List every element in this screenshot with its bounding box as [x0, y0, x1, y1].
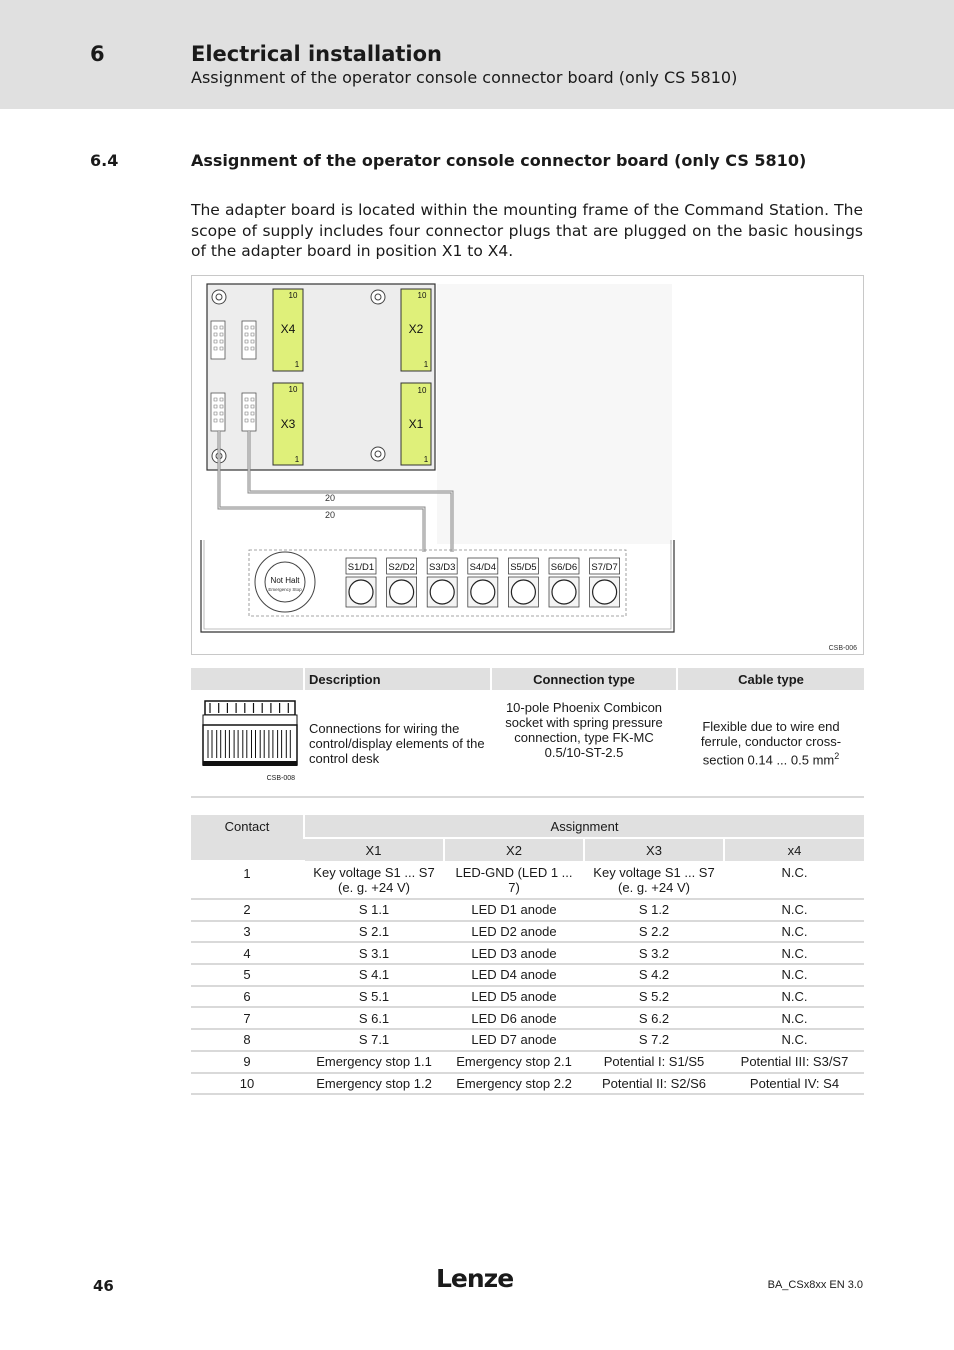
cell-x2: LED D4 anode [444, 964, 584, 986]
cell-x2: LED D2 anode [444, 921, 584, 943]
assignment-header: Assignment [304, 815, 864, 838]
cell-x3: Potential I: S1/S5 [584, 1051, 724, 1073]
cell-x1: S 5.1 [304, 986, 444, 1008]
cell-x4: N.C. [724, 964, 864, 986]
cable-type-text: Flexible due to wire end ferrule, conductor cross-section 0.14 ... 0.5 mm [700, 718, 842, 768]
connector-x3-pin-top: 10 [288, 385, 298, 394]
assignment-row [191, 1029, 864, 1051]
key-label: S6/D6 [550, 562, 578, 573]
plug-image-code: CSB-008 [266, 775, 295, 782]
connector-board-figure [191, 275, 864, 655]
contact-header: Contact [191, 815, 304, 861]
background-panel [437, 284, 672, 544]
connector-x4-label: X4 [280, 322, 296, 336]
cable-label-1: 20 [324, 493, 336, 503]
cell-x3: S 3.2 [584, 942, 724, 964]
cell-x3: Potential II: S2/S6 [584, 1073, 724, 1095]
column-x3: X3 [584, 838, 724, 861]
connection-table-header [191, 668, 864, 690]
cell-x3: S 4.2 [584, 964, 724, 986]
cell-contact: 2 [191, 899, 304, 921]
cell-x2: Emergency stop 2.2 [444, 1073, 584, 1095]
cell-contact: 8 [191, 1029, 304, 1051]
cell-contact: 6 [191, 986, 304, 1008]
cell-x4: Potential III: S3/S7 [724, 1051, 864, 1073]
document-id: BA_CSx8xx EN 3.0 [767, 1279, 863, 1291]
cell-contact: 10 [191, 1073, 304, 1095]
chapter-title: Electrical installation [191, 42, 442, 66]
header-cable-type: Cable type [677, 668, 864, 690]
assignment-row [191, 921, 864, 943]
key-label: S7/D7 [591, 562, 618, 573]
cell-x2: LED D7 anode [444, 1029, 584, 1051]
key-label: S3/D3 [428, 562, 456, 573]
header-description: Description [304, 668, 491, 690]
cell-x1: S 2.1 [304, 921, 444, 943]
cell-x2: LED D5 anode [444, 986, 584, 1008]
page-header [0, 0, 954, 109]
cell-x4: N.C. [724, 942, 864, 964]
cell-contact: 3 [191, 921, 304, 943]
board-diagram [192, 276, 865, 656]
key-button [471, 580, 495, 604]
cell-x1: Emergency stop 1.1 [304, 1051, 444, 1073]
key-label: S1/D1 [347, 562, 375, 573]
assignment-row [191, 1051, 864, 1073]
page-number: 46 [93, 1277, 114, 1295]
cell-x4: N.C. [724, 1029, 864, 1051]
assignment-row [191, 964, 864, 986]
cell-x1: S 6.1 [304, 1007, 444, 1029]
connector-x3-pin-bottom: 1 [294, 455, 300, 464]
connection-table [191, 668, 864, 798]
stop-sub-label: Emergency Stop [268, 587, 302, 592]
cell-x3: Key voltage S1 ... S7 (e. g. +24 V) [584, 861, 724, 899]
column-x1: X1 [304, 838, 444, 861]
key-button [430, 580, 454, 604]
cell-x4: N.C. [724, 986, 864, 1008]
connector-x2-pin-top: 10 [417, 291, 427, 300]
cell-x4: N.C. [724, 1007, 864, 1029]
cell-x4: Potential IV: S4 [724, 1073, 864, 1095]
cell-x3: S 6.2 [584, 1007, 724, 1029]
lenze-logo: Lenze [436, 1264, 514, 1293]
key-button [390, 580, 414, 604]
cell-x1: Emergency stop 1.2 [304, 1073, 444, 1095]
cell-contact: 4 [191, 942, 304, 964]
chapter-number: 6 [90, 42, 105, 66]
cell-x4: N.C. [724, 899, 864, 921]
cell-x2: LED D1 anode [444, 899, 584, 921]
key-label: S4/D4 [469, 562, 497, 573]
connector-x1-pin-top: 10 [417, 386, 427, 395]
stop-label: Not Halt [270, 576, 300, 585]
cell-contact: 9 [191, 1051, 304, 1073]
plug-image-cell [191, 690, 304, 797]
key-button [552, 580, 576, 604]
cell-contact: 7 [191, 1007, 304, 1029]
key-label: S2/D2 [388, 562, 415, 573]
key-button [593, 580, 617, 604]
cell-x1: S 3.1 [304, 942, 444, 964]
connector-x3-label: X3 [280, 417, 296, 431]
assignment-row [191, 899, 864, 921]
key-button [349, 580, 373, 604]
cell-x1: S 4.1 [304, 964, 444, 986]
section-number: 6.4 [90, 151, 119, 170]
keys-group [346, 558, 620, 607]
connector-x4-pin-bottom: 1 [294, 360, 300, 369]
connector-x4-pin-top: 10 [288, 291, 298, 300]
cell-x1: Key voltage S1 ... S7 (e. g. +24 V) [304, 861, 444, 899]
cell-x2: LED D6 anode [444, 1007, 584, 1029]
section-title: Assignment of the operator console connector board (only CS 5810) [191, 151, 807, 170]
cable-label-2: 20 [324, 510, 336, 520]
connection-type-cell: 10-pole Phoenix Combicon socket with spring pressure connection, type FK-MC 0.5/10-ST-2.5 [491, 690, 677, 797]
cable-type-sup: 2 [834, 750, 840, 761]
cell-contact: 1 [191, 861, 304, 899]
connector-x1-pin-bottom: 1 [423, 455, 429, 464]
assignment-row [191, 1007, 864, 1029]
cell-x4: N.C. [724, 861, 864, 899]
column-x2: X2 [444, 838, 584, 861]
header-image-cell [191, 668, 304, 690]
figure-code: CSB-006 [828, 645, 857, 652]
cell-x2: Emergency stop 2.1 [444, 1051, 584, 1073]
cell-x2: LED D3 anode [444, 942, 584, 964]
cell-x4: N.C. [724, 921, 864, 943]
connector-x2-label: X2 [408, 322, 424, 336]
intro-paragraph: The adapter board is located within the mounting frame of the Command Station. The scope of supply includes four connector plugs that are plugged on the basic housings of the adapter board in position X1 to X4. [191, 201, 863, 260]
assignment-row [191, 986, 864, 1008]
chapter-subtitle: Assignment of the operator console connector board (only CS 5810) [191, 68, 738, 87]
cell-contact: 5 [191, 964, 304, 986]
assignment-row [191, 861, 864, 899]
description-cell: Connections for wiring the control/display elements of the control desk [304, 690, 491, 797]
assignment-row [191, 942, 864, 964]
connector-x1-label: X1 [408, 417, 424, 431]
connector-x2-pin-bottom: 1 [423, 360, 429, 369]
key-label: S5/D5 [510, 562, 537, 573]
assignment-row [191, 1073, 864, 1095]
cable-type-cell [677, 690, 864, 797]
plug-image [201, 698, 301, 778]
connection-table-row [191, 690, 864, 797]
assignment-table [191, 815, 864, 1095]
cell-x3: S 1.2 [584, 899, 724, 921]
cell-x1: S 7.1 [304, 1029, 444, 1051]
cell-x3: S 2.2 [584, 921, 724, 943]
header-connection-type: Connection type [491, 668, 677, 690]
cell-x3: S 7.2 [584, 1029, 724, 1051]
cell-x1: S 1.1 [304, 899, 444, 921]
key-button [511, 580, 535, 604]
column-x4: x4 [724, 838, 864, 861]
cell-x3: S 5.2 [584, 986, 724, 1008]
cell-x2: LED-GND (LED 1 ... 7) [444, 861, 584, 899]
